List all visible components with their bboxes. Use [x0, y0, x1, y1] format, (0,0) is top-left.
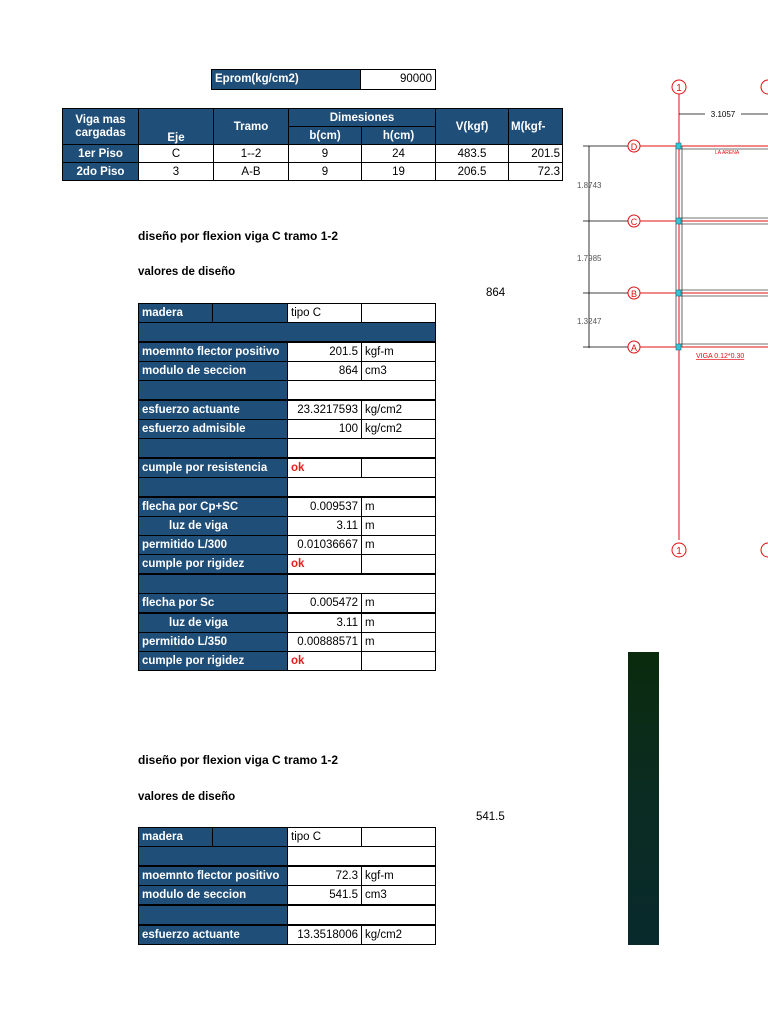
- dim-d-text: 1.8743: [577, 181, 602, 190]
- perm300-value[interactable]: 0.01036667: [287, 535, 362, 555]
- column-marker: [676, 344, 681, 350]
- eprom-label[interactable]: Eprom(kg/cm2): [211, 69, 361, 90]
- madera-label[interactable]: madera: [138, 303, 213, 323]
- luz1-unit[interactable]: m: [361, 516, 436, 536]
- row-tramo[interactable]: A-B: [214, 163, 289, 181]
- momento-value[interactable]: 72.3: [287, 866, 362, 886]
- esf-act-value[interactable]: 23.3217593: [287, 400, 362, 420]
- cumple-res-value[interactable]: ok: [287, 458, 362, 478]
- luz1-value[interactable]: 3.11: [287, 516, 362, 536]
- top-beam-label: LA ARENA: [715, 150, 740, 156]
- luz2-unit[interactable]: m: [361, 613, 436, 633]
- modulo-value[interactable]: 864: [287, 361, 362, 381]
- modulo-label[interactable]: modulo de seccion: [138, 885, 288, 905]
- blank-cell[interactable]: [212, 303, 288, 323]
- cumple-rig2-value[interactable]: ok: [287, 651, 362, 671]
- beam-label: VIGA 0.12*0.30: [696, 353, 745, 360]
- row-m[interactable]: 201.5: [509, 145, 563, 163]
- header-b[interactable]: b(cm): [289, 127, 362, 145]
- eprom-value[interactable]: 90000: [360, 69, 436, 90]
- structural-plan-drawing: [575, 70, 768, 560]
- section1-subtitle: valores de diseño: [138, 266, 236, 278]
- blank-cell[interactable]: [361, 554, 436, 574]
- row-eje[interactable]: 3: [139, 163, 214, 181]
- column-marker: [676, 143, 681, 149]
- row-viga[interactable]: 1er Piso: [63, 145, 139, 163]
- table-row: [63, 145, 563, 163]
- blank-cell[interactable]: [138, 477, 288, 497]
- header-h[interactable]: h(cm): [362, 127, 436, 145]
- esf-act-label[interactable]: esfuerzo actuante: [138, 400, 288, 420]
- section1-title: diseño por flexion viga C tramo 1-2: [138, 229, 339, 243]
- row-b[interactable]: 9: [289, 145, 362, 163]
- header-tramo[interactable]: Tramo: [214, 109, 289, 145]
- section2-subtitle: valores de diseño: [138, 791, 236, 803]
- blank-cell[interactable]: [361, 458, 436, 478]
- madera-label[interactable]: madera: [138, 827, 213, 847]
- dim-b-text: 1.3247: [577, 317, 602, 326]
- flecha-cp-unit[interactable]: m: [361, 497, 436, 517]
- axis-1-bottom-label: 1: [676, 546, 682, 557]
- row-m[interactable]: 72.3: [509, 163, 563, 181]
- axis-d-label: D: [630, 142, 638, 152]
- blank-cell[interactable]: [287, 380, 436, 400]
- section2-side-value[interactable]: 541.5: [476, 811, 505, 823]
- column-marker: [676, 290, 681, 296]
- modulo-unit[interactable]: cm3: [361, 885, 436, 905]
- esf-act-unit[interactable]: kg/cm2: [361, 400, 436, 420]
- axis-c-label: C: [630, 217, 638, 227]
- cumple-rig2-label[interactable]: cumple por rigidez: [138, 651, 288, 671]
- blank-cell[interactable]: [287, 846, 436, 866]
- momento-unit[interactable]: kgf-m: [361, 342, 436, 362]
- esf-adm-value[interactable]: 100: [287, 419, 362, 439]
- blank-cell[interactable]: [361, 303, 436, 323]
- header-dimensiones[interactable]: Dimesiones: [289, 109, 436, 127]
- flecha-sc-value[interactable]: 0.005472: [287, 593, 362, 613]
- blank-cell[interactable]: [138, 380, 288, 400]
- row-tramo[interactable]: 1--2: [214, 145, 289, 163]
- row-b[interactable]: 9: [289, 163, 362, 181]
- blank-cell[interactable]: [361, 827, 436, 847]
- header-v[interactable]: V(kgf): [436, 109, 509, 145]
- momento-label[interactable]: moemnto flector positivo: [138, 866, 288, 886]
- esf-act-unit[interactable]: kg/cm2: [361, 925, 436, 945]
- cumple-rig1-value[interactable]: ok: [287, 554, 362, 574]
- blank-cell[interactable]: [287, 477, 436, 497]
- blank-row[interactable]: [138, 322, 436, 342]
- embedded-image-strip: [628, 652, 659, 945]
- perm300-unit[interactable]: m: [361, 535, 436, 555]
- axis-2-bottom-bubble: [761, 543, 768, 557]
- section1-side-value[interactable]: 864: [486, 287, 506, 299]
- beam-summary-table: [62, 108, 563, 181]
- esf-act-label[interactable]: esfuerzo actuante: [138, 925, 288, 945]
- axis-1-top-label: 1: [676, 83, 682, 94]
- blank-cell[interactable]: [138, 438, 288, 458]
- modulo-unit[interactable]: cm3: [361, 361, 436, 381]
- tipo-value[interactable]: tipo C: [287, 827, 362, 847]
- header-m[interactable]: M(kgf-: [509, 109, 563, 145]
- header-viga[interactable]: Viga mas cargadas: [63, 109, 139, 145]
- perm350-label[interactable]: permitido L/350: [138, 632, 288, 652]
- dim-top-text: 3.1057: [710, 110, 736, 119]
- blank-cell[interactable]: [361, 651, 436, 671]
- esf-act-value[interactable]: 13.3518006: [287, 925, 362, 945]
- table-row: [63, 163, 563, 181]
- flecha-sc-unit[interactable]: m: [361, 593, 436, 613]
- axis-2-top-bubble: [761, 80, 768, 94]
- row-eje[interactable]: C: [139, 145, 214, 163]
- section2-title: diseño por flexion viga C tramo 1-2: [138, 753, 339, 767]
- momento-unit[interactable]: kgf-m: [361, 866, 436, 886]
- luz2-value[interactable]: 3.11: [287, 613, 362, 633]
- luz2-label[interactable]: luz de viga: [138, 613, 288, 633]
- modulo-label[interactable]: modulo de seccion: [138, 361, 288, 381]
- momento-value[interactable]: 201.5: [287, 342, 362, 362]
- row-v[interactable]: 483.5: [436, 145, 509, 163]
- tipo-value[interactable]: tipo C: [287, 303, 362, 323]
- esf-adm-label[interactable]: esfuerzo admisible: [138, 419, 288, 439]
- perm350-unit[interactable]: m: [361, 632, 436, 652]
- cumple-res-label[interactable]: cumple por resistencia: [138, 458, 288, 478]
- perm350-value[interactable]: 0.00888571: [287, 632, 362, 652]
- blank-cell[interactable]: [138, 905, 288, 925]
- esf-adm-unit[interactable]: kg/cm2: [361, 419, 436, 439]
- momento-label[interactable]: moemnto flector positivo: [138, 342, 288, 362]
- flecha-cp-value[interactable]: 0.009537: [287, 497, 362, 517]
- dim-c-text: 1.7985: [577, 254, 602, 263]
- axis-b-label: B: [630, 289, 638, 299]
- flecha-sc-label[interactable]: flecha por Sc: [138, 593, 288, 613]
- blank-cell[interactable]: [287, 905, 436, 925]
- header-eje[interactable]: Eje: [139, 109, 214, 145]
- row-viga[interactable]: 2do Piso: [63, 163, 139, 181]
- luz1-label[interactable]: luz de viga: [138, 516, 288, 536]
- flecha-cp-label[interactable]: flecha por Cp+SC: [138, 497, 288, 517]
- row-v[interactable]: 206.5: [436, 163, 509, 181]
- blank-cell[interactable]: [212, 827, 288, 847]
- axis-a-label: A: [630, 343, 638, 353]
- blank-cell[interactable]: [287, 438, 436, 458]
- blank-cell[interactable]: [138, 846, 288, 866]
- blank-cell[interactable]: [138, 574, 288, 594]
- blank-cell[interactable]: [287, 574, 436, 594]
- row-h[interactable]: 19: [362, 163, 436, 181]
- row-h[interactable]: 24: [362, 145, 436, 163]
- modulo-value[interactable]: 541.5: [287, 885, 362, 905]
- perm300-label[interactable]: permitido L/300: [138, 535, 288, 555]
- column-marker: [676, 218, 681, 224]
- cumple-rig1-label[interactable]: cumple por rigidez: [138, 554, 288, 574]
